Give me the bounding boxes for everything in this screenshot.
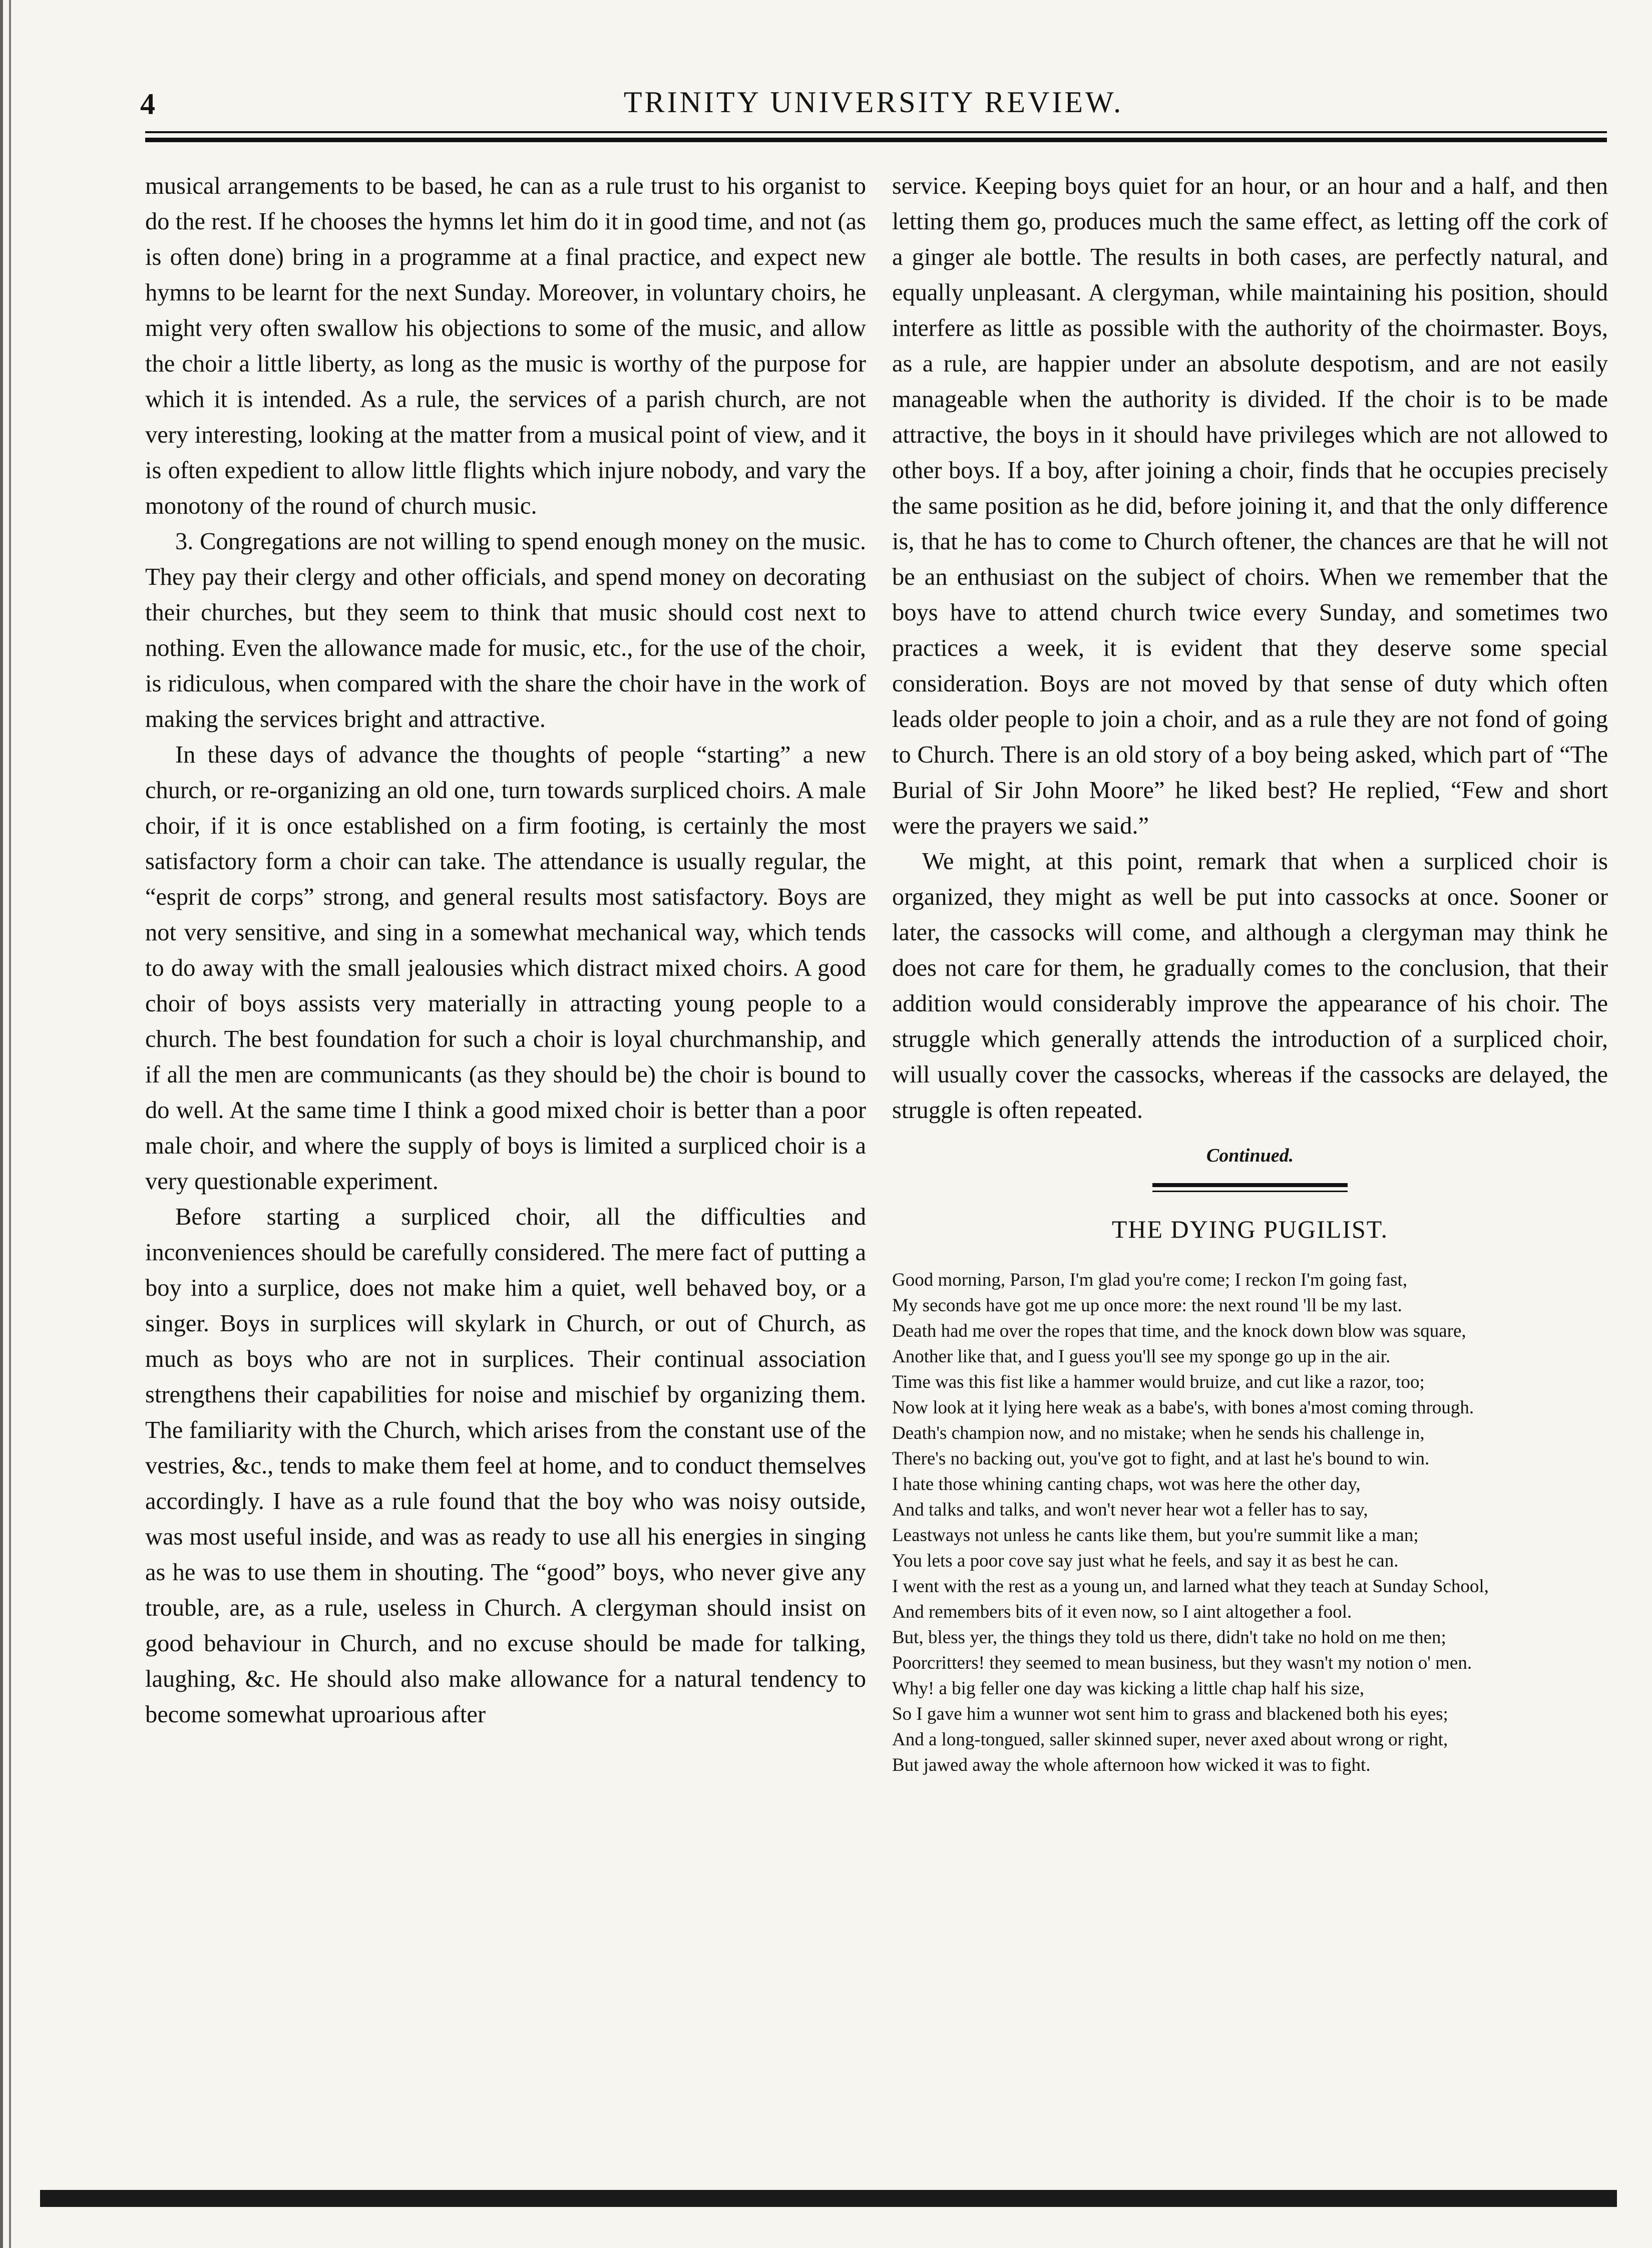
paragraph: musical arrangements to be based, he can as a rule trust to his organist to do the rest. If he chooses the hymns let him do it in good time, and not (as is often done) bring in a programme at a final practice, and expect new hymns to be learnt for the next Sunday. Moreover, in voluntary choirs, he might very often swallow his objections to some of the music, and allow the choir a little liberty, as long as the music is worthy of the purpose for which it is intended. As a rule, the services of a parish church, are not very interesting, looking at the matter from a musical point of view, and it is often expedient to allow little flights which injure nobody, and vary the monotony of the round of church music. bbox=[145, 173, 866, 519]
poem-line: Another like that, and I guess you'll see my sponge go up in the air. bbox=[892, 1346, 1391, 1367]
poem-line: Leastways not unless he cants like them, but you're summit like a man; bbox=[892, 1525, 1419, 1546]
poem-line: Now look at it lying here weak as a babe's, with bones a'most coming through. bbox=[892, 1397, 1474, 1418]
paragraph: In these days of advance the thoughts of people “starting” a new church, or re-organizing an old one, turn towards surpliced choirs. A male choir, if it is once established on a firm footing, is certainly the most satisfactory form a choir can take. The attendance is usually regular, the “esprit de corps” strong, and general results most satisfactory. Boys are not very sensitive, and sing in a somewhat mechanical way, which tends to do away with the small jealousies which distract mixed choirs. A good choir of boys assists very materially in attracting young people to a church. The best foundation for such a choir is loyal churchmanship, and if all the men are communicants (as they should be) the choir is bound to do well. At the same time I think a good mixed choir is better than a poor male choir, and where the supply of boys is limited a surpliced choir is a very questionable experiment. bbox=[145, 741, 866, 1195]
paragraph: We might, at this point, remark that when a surpliced choir is organized, they might as well be put into cassocks at once. Sooner or later, the cassocks will come, and although a clergyman may think he does not care for them, he gradually comes to the conclusion, that their addition would considerably improve the appearance of his choir. The struggle which generally attends the introduction of a surpliced choir, will usually cover the cassocks, whereas if the cassocks are delayed, the struggle is often repeated. bbox=[892, 848, 1608, 1123]
page-binding-edge bbox=[0, 0, 28, 2248]
poem-line: You lets a poor cove say just what he feels, and say it as best he can. bbox=[892, 1551, 1399, 1571]
paragraph: service. Keeping boys quiet for an hour, or an hour and a half, and then letting them go, produces much the same effect, as letting off the cork of a ginger ale bottle. The results in both cases, are perfectly natural, and equally unpleasant. A clergyman, while maintaining his position, should interfere as little as possible with the authority of the choirmaster. Boys, as a rule, are happier under an absolute despotism, and are not easily manageable when the authority is divided. If the choir is to be made attractive, the boys in it should have privileges which are not allowed to other boys. If a boy, after joining a choir, finds that he occupies precisely the same position as he did, before joining it, and that the only difference is, that he has to come to Church oftener, the chances are that he will not be an enthusiast on the subject of choirs. When we remember that the boys have to attend church twice every Sunday, and sometimes two practices a week, it is evident that they deserve some special consideration. Boys are not moved by that sense of duty which often leads older people to join a choir, and as a rule they are not fond of going to Church. There is an old story of a boy being asked, which part of “The Burial of Sir John Moore” he liked best? He replied, “Few and short were the prayers we said.” bbox=[892, 173, 1608, 839]
journal-title: TRINITY UNIVERSITY REVIEW. bbox=[623, 86, 1124, 119]
paragraph: Before starting a surpliced choir, all the difficulties and inconveniences should be carefully considered. The mere fact of putting a boy into a surplice, does not make him a quiet, well behaved boy, or a singer. Boys in surplices will skylark in Church, or out of Church, as much as boys who are not in surplices. Their continual association strengthens their capabilities for noise and mischief by organizing them. The familiarity with the Church, which arises from the constant use of the vestries, &c., tends to make them feel at home, and to conduct themselves accordingly. I have as a rule found that the boy who was noisy outside, was most useful inside, and was as ready to use all his energies in singing as he was to use them in shouting. The “good” boys, who never give any trouble, are, as a rule, useless in Church. A clergyman should insist on good behaviour in Church, and no excuse should be made for talking, laughing, &c. He should also make allowance for a natural tendency to become somewhat uproarious after bbox=[145, 1204, 866, 1728]
poem-line: I went with the rest as a young un, and larned what they teach at Sunday School, bbox=[892, 1576, 1489, 1597]
left-column bbox=[145, 168, 866, 1732]
poem-line: But jawed away the whole afternoon how wicked it was to fight. bbox=[892, 1755, 1371, 1775]
poem-line: Death had me over the ropes that time, and the knock down blow was square, bbox=[892, 1321, 1466, 1341]
right-column bbox=[892, 168, 1608, 1778]
poem-line: Death's champion now, and no mistake; when he sends his challenge in, bbox=[892, 1423, 1425, 1443]
poem-line: I hate those whining canting chaps, wot was here the other day, bbox=[892, 1474, 1361, 1494]
paragraph: 3. Congregations are not willing to spend enough money on the music. They pay their clergy and other officials, and spend money on decorating their churches, but they seem to think that music should cost next to nothing. Even the allowance made for music, etc., for the use of the choir, is ridiculous, when compared with the share the choir have in the work of making the services bright and attractive. bbox=[145, 528, 866, 732]
header-rule bbox=[145, 131, 1607, 142]
poem-title: THE DYING PUGILIST. bbox=[1111, 1215, 1389, 1243]
poem bbox=[892, 1267, 1608, 1778]
poem-line: Time was this fist like a hammer would bruize, and cut like a razor, too; bbox=[892, 1372, 1425, 1392]
poem-line: There's no backing out, you've got to fight, and at last he's bound to win. bbox=[892, 1448, 1430, 1469]
footer-rule bbox=[40, 2179, 1617, 2209]
poem-line: And talks and talks, and won't never hear wot a feller has to say, bbox=[892, 1500, 1368, 1520]
poem-line: Good morning, Parson, I'm glad you're come; I reckon I'm going fast, bbox=[892, 1270, 1408, 1290]
section-divider bbox=[1152, 1183, 1348, 1192]
poem-line: And remembers bits of it even now, so I aint altogether a fool. bbox=[892, 1602, 1352, 1622]
poem-line: And a long-tongued, saller skinned super, never axed about wrong or right, bbox=[892, 1729, 1448, 1750]
poem-line: But, bless yer, the things they told us there, didn't take no hold on me then; bbox=[892, 1627, 1446, 1648]
poem-line: Why! a big feller one day was kicking a little chap half his size, bbox=[892, 1678, 1365, 1699]
page-number: 4 bbox=[140, 88, 155, 121]
poem-line: So I gave him a wunner wot sent him to grass and blackened both his eyes; bbox=[892, 1704, 1448, 1724]
poem-line: My seconds have got me up once more: the next round 'll be my last. bbox=[892, 1295, 1402, 1316]
poem-line: Poorcritters! they seemed to mean business, but they wasn't my notion o' men. bbox=[892, 1653, 1472, 1673]
page-header bbox=[140, 80, 1607, 135]
continued-label: Continued. bbox=[1206, 1145, 1294, 1166]
